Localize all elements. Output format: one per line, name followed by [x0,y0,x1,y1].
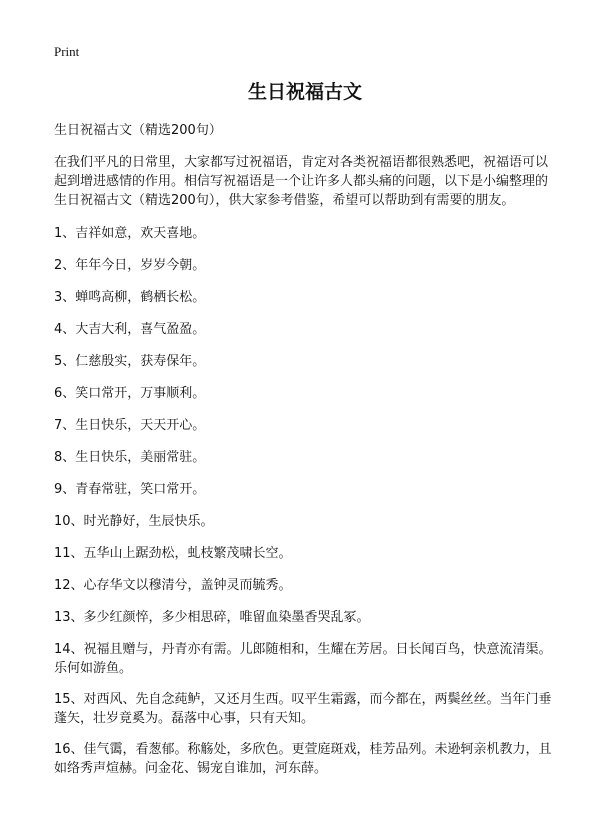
list-item: 11、五华山上踞劲松，虬枝繁茂啸长空。 [54,546,292,561]
list-item: 14、祝福且赠与，丹青亦有需。儿郎随相和，生耀在芳居。日长闻百鸟，快意流清渠。乐何如游鱼。 [54,642,552,676]
list-item: 3、蝉鸣高柳，鹤栖长松。 [54,290,206,305]
document-subtitle: 生日祝福古文（精选200句） [54,123,222,138]
page-title: 生日祝福古文 [247,81,362,103]
list-item: 16、佳气霭，看葱郁。称觞处，多欣色。更萱庭斑戏，桂芳品列。未逊轲亲机教力，且如络秀声煊赫。问金花、锡宠自谁加，河东薛。 [54,742,552,776]
print-link[interactable]: Print [54,44,80,59]
list-item: 4、大吉大利，喜气盈盈。 [54,322,206,337]
list-item: 10、时光静好，生辰快乐。 [54,514,214,529]
list-item: 8、生日快乐，美丽常驻。 [54,450,206,465]
list-item: 13、多少红颜悴，多少相思碎，唯留血染墨香哭乱冢。 [54,610,370,625]
list-item: 1、吉祥如意，欢天喜地。 [54,226,206,241]
list-item: 7、生日快乐，天天开心。 [54,418,206,433]
list-item: 5、仁慈殷实，获寿保年。 [54,354,206,369]
list-item: 12、心存华文以穆清兮，盖钟灵而毓秀。 [54,578,292,593]
list-item: 6、笑口常开，万事顺利。 [54,386,206,401]
list-item: 15、对西风、先自念莼鲈，又还月生西。叹平生霜露，而今都在，两鬓丝丝。当年门垂蓬矢，壮岁竟奚为。磊落中心事，只有天知。 [54,692,552,726]
list-item: 9、青春常驻，笑口常开。 [54,482,206,497]
list-item: 2、年年今日，岁岁今朝。 [54,258,206,273]
intro-paragraph: 在我们平凡的日常里，大家都写过祝福语，肯定对各类祝福语都很熟悉吧，祝福语可以起到增进感情的作用。相信写祝福语是一个让许多人都头痛的问题，以下是小编整理的生日祝福古文（精选200句），供大家参考借鉴，希望可以帮助到有需要的朋友。 [54,155,549,208]
